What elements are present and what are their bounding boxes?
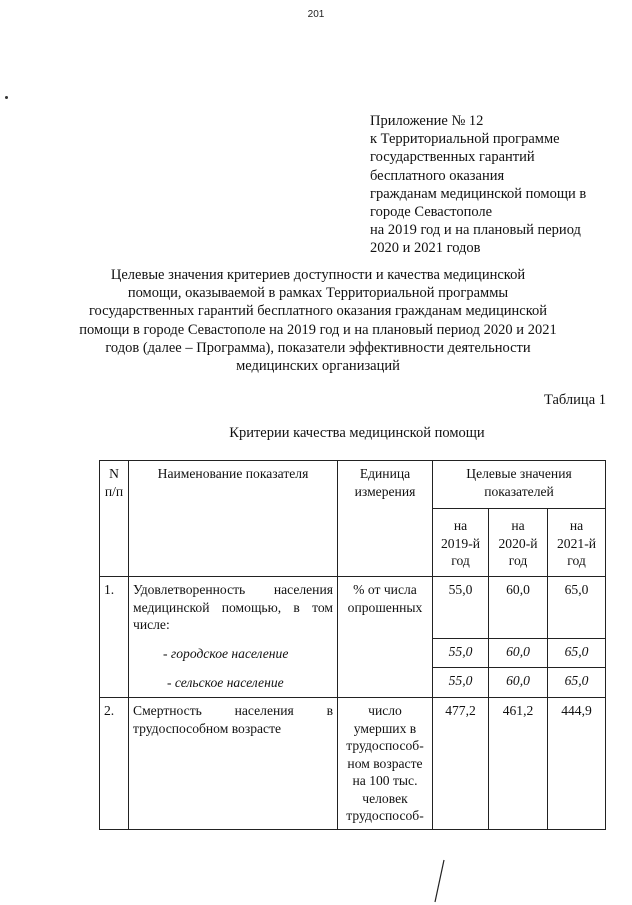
header-targets-line: Целевые значения (466, 466, 572, 481)
value-2020: 60,0 (489, 577, 548, 639)
year-line: год (567, 553, 586, 568)
value-2021: 65,0 (548, 639, 606, 668)
row-name-line: Смертность населения в (133, 703, 333, 718)
year-line: 2021-й (557, 535, 596, 551)
year-line: 2019-й (441, 535, 480, 551)
pen-stroke (432, 858, 448, 904)
row-number: 1. (100, 577, 129, 698)
value-2021: 444,9 (548, 698, 606, 830)
appendix-line: на 2019 год и на плановый период (370, 222, 581, 239)
row-name-line: числе: (133, 617, 170, 632)
header-year (548, 509, 606, 577)
row-unit-line: % от числа (353, 582, 417, 597)
value-2021: 65,0 (548, 577, 606, 639)
row-name (129, 577, 338, 639)
appendix-line: городе Севастополе (370, 204, 493, 221)
header-targets-line: показателей (484, 483, 554, 499)
table-row (100, 577, 606, 639)
header-targets (433, 461, 606, 509)
row-unit-line: опрошенных (347, 599, 423, 615)
year-line: на (511, 518, 525, 533)
appendix-line: бесплатного оказания (370, 167, 505, 184)
year-line: на (569, 518, 584, 533)
value-2019: 55,0 (433, 577, 489, 639)
year-line: 2020-й (498, 535, 538, 551)
row-unit-line: на 100 тыс. (352, 773, 418, 788)
header-year (489, 509, 548, 577)
title-line: годов (далее – Программа), показатели эффективности деятельности (105, 339, 531, 356)
subrow-label: - городское население (129, 639, 338, 668)
row-name-line: медицинской помощью, в том (133, 599, 333, 615)
table-caption: Критерии качества медицинской помощи (229, 425, 485, 441)
row-unit (338, 698, 433, 830)
value-2020: 60,0 (489, 639, 548, 668)
value-2020: 461,2 (489, 698, 548, 830)
row-unit-line: человек (362, 790, 408, 806)
row-unit-line: ном возрасте (347, 755, 423, 771)
appendix-line: к Территориальной программе (370, 131, 560, 148)
row-unit-line: умерших в (353, 720, 417, 736)
appendix-line: 2020 и 2021 годов (370, 240, 481, 257)
appendix-line: государственных гарантий (370, 149, 535, 166)
header-name-text: Наименование показателя (157, 466, 309, 481)
title-line: государственных гарантий бесплатного оказания гражданам медицинской (88, 303, 548, 320)
year-line: год (451, 553, 470, 568)
row-unit-line: трудоспособ- (346, 808, 424, 823)
header-number-line: п/п (104, 483, 124, 499)
value-2019: 55,0 (433, 639, 489, 668)
header-number (100, 461, 129, 577)
row-name-line: трудоспособном возрасте (133, 720, 282, 736)
row-unit-line: число (368, 703, 402, 718)
value-2019: 477,2 (433, 698, 489, 830)
appendix-block (370, 112, 620, 258)
year-line: на (453, 518, 468, 533)
page-number: 201 (307, 9, 325, 20)
value-2019: 55,0 (433, 668, 489, 698)
table-row (100, 698, 606, 830)
criteria-table (99, 460, 606, 830)
title-line: помощи, оказываемой в рамках Территориальной программы (127, 285, 509, 302)
title-line: медицинских организаций (236, 358, 400, 375)
row-number: 2. (100, 698, 129, 830)
value-2021: 65,0 (548, 668, 606, 698)
row-unit (338, 577, 433, 698)
subrow-label: - сельское население (129, 668, 338, 698)
header-unit-line: измерения (354, 483, 416, 499)
table-label: Таблица 1 (543, 392, 606, 408)
row-name-line: Удовлетворенность населения (133, 582, 333, 597)
appendix-line: гражданам медицинской помощи в (370, 185, 587, 202)
header-unit (338, 461, 433, 577)
year-line: год (508, 553, 528, 568)
document-title (76, 266, 560, 375)
header-year (433, 509, 489, 577)
header-unit-line: Единица (359, 466, 411, 481)
value-2020: 60,0 (489, 668, 548, 698)
header-number-line: N (109, 466, 119, 481)
row-name (129, 698, 338, 830)
title-line: Целевые значения критериев доступности и качества медицинской (110, 267, 526, 283)
header-name (129, 461, 338, 577)
appendix-line: Приложение № 12 (370, 113, 484, 129)
table-header-row (100, 461, 606, 509)
scan-speck (5, 96, 8, 99)
title-line: помощи в городе Севастополе на 2019 год и на плановый период 2020 и 2021 (79, 321, 557, 338)
row-unit-line: трудоспособ- (346, 738, 424, 753)
